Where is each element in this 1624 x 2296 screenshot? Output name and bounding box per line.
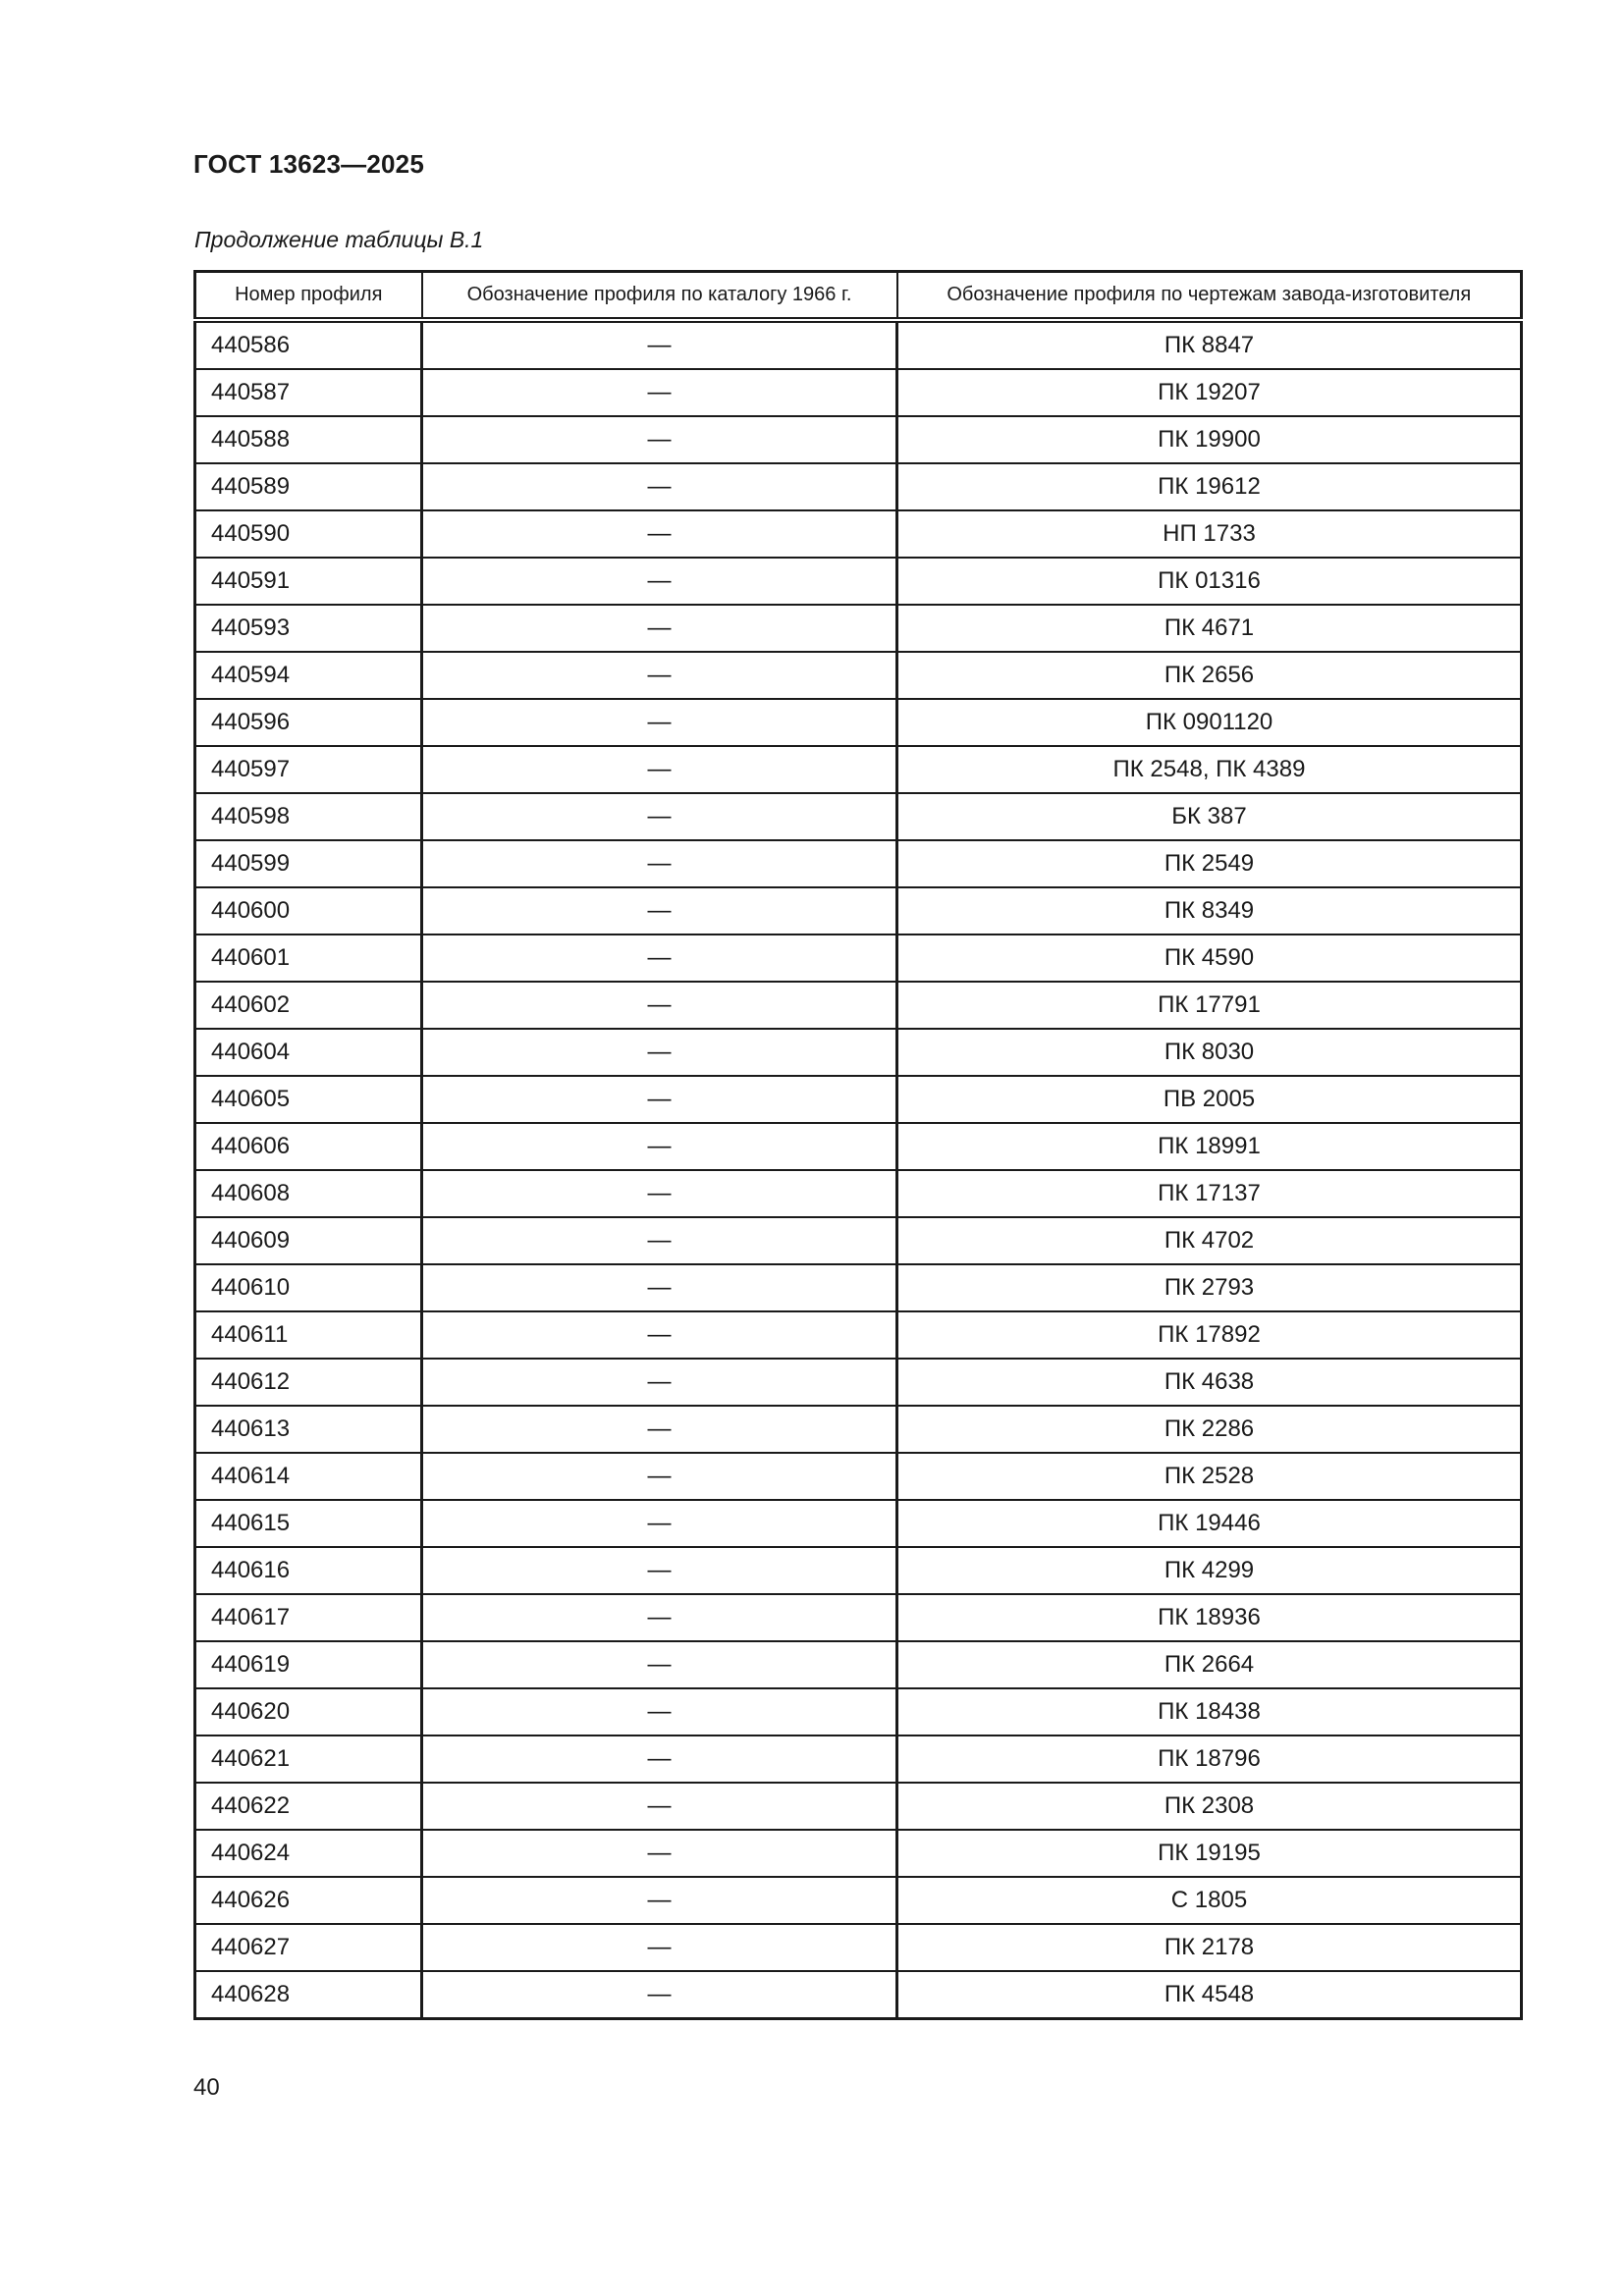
catalog-1966-cell: — bbox=[422, 605, 897, 652]
profile-number-cell: 440588 bbox=[195, 416, 422, 463]
factory-drawing-cell: ПК 2178 bbox=[897, 1924, 1522, 1971]
factory-drawing-cell: НП 1733 bbox=[897, 510, 1522, 558]
catalog-1966-cell: — bbox=[422, 416, 897, 463]
table-row bbox=[195, 510, 1522, 558]
profile-number-cell: 440615 bbox=[195, 1500, 422, 1547]
profile-number-cell: 440613 bbox=[195, 1406, 422, 1453]
factory-drawing-cell: ПК 8349 bbox=[897, 887, 1522, 934]
catalog-1966-cell: — bbox=[422, 1641, 897, 1688]
profile-number-cell: 440620 bbox=[195, 1688, 422, 1735]
table-row bbox=[195, 652, 1522, 699]
profile-number-cell: 440586 bbox=[195, 320, 422, 369]
factory-drawing-cell: БК 387 bbox=[897, 793, 1522, 840]
catalog-1966-cell: — bbox=[422, 1264, 897, 1311]
table-row bbox=[195, 1264, 1522, 1311]
factory-drawing-cell: ПК 2528 bbox=[897, 1453, 1522, 1500]
profile-number-cell: 440616 bbox=[195, 1547, 422, 1594]
catalog-1966-cell: — bbox=[422, 1547, 897, 1594]
catalog-1966-cell: — bbox=[422, 1359, 897, 1406]
profile-number-cell: 440619 bbox=[195, 1641, 422, 1688]
catalog-1966-cell: — bbox=[422, 510, 897, 558]
table-row bbox=[195, 1641, 1522, 1688]
table-row bbox=[195, 1217, 1522, 1264]
table-caption: Продолжение таблицы В.1 bbox=[194, 227, 484, 252]
column-header-catalog-1966: Обозначение профиля по каталогу 1966 г. bbox=[422, 272, 897, 321]
profile-number-cell: 440609 bbox=[195, 1217, 422, 1264]
factory-drawing-cell: ПК 19612 bbox=[897, 463, 1522, 510]
profile-number-cell: 440626 bbox=[195, 1877, 422, 1924]
table-row bbox=[195, 1735, 1522, 1783]
table-row bbox=[195, 463, 1522, 510]
table-row bbox=[195, 934, 1522, 982]
factory-drawing-cell: ПВ 2005 bbox=[897, 1076, 1522, 1123]
factory-drawing-cell: ПК 2656 bbox=[897, 652, 1522, 699]
table-row bbox=[195, 982, 1522, 1029]
factory-drawing-cell: ПК 01316 bbox=[897, 558, 1522, 605]
table-row bbox=[195, 1547, 1522, 1594]
catalog-1966-cell: — bbox=[422, 320, 897, 369]
table-row bbox=[195, 887, 1522, 934]
catalog-1966-cell: — bbox=[422, 934, 897, 982]
catalog-1966-cell: — bbox=[422, 1453, 897, 1500]
factory-drawing-cell: ПК 17791 bbox=[897, 982, 1522, 1029]
catalog-1966-cell: — bbox=[422, 793, 897, 840]
catalog-1966-cell: — bbox=[422, 1971, 897, 2019]
factory-drawing-cell: ПК 4702 bbox=[897, 1217, 1522, 1264]
factory-drawing-cell: ПК 17892 bbox=[897, 1311, 1522, 1359]
factory-drawing-cell: ПК 4299 bbox=[897, 1547, 1522, 1594]
table-row bbox=[195, 699, 1522, 746]
table-row bbox=[195, 1500, 1522, 1547]
catalog-1966-cell: — bbox=[422, 1594, 897, 1641]
factory-drawing-cell: ПК 19195 bbox=[897, 1830, 1522, 1877]
catalog-1966-cell: — bbox=[422, 463, 897, 510]
factory-drawing-cell: ПК 8847 bbox=[897, 320, 1522, 369]
table-row bbox=[195, 1924, 1522, 1971]
profile-number-cell: 440608 bbox=[195, 1170, 422, 1217]
table-row bbox=[195, 746, 1522, 793]
profile-number-cell: 440602 bbox=[195, 982, 422, 1029]
table-body bbox=[195, 320, 1522, 2019]
profile-number-cell: 440596 bbox=[195, 699, 422, 746]
factory-drawing-cell: ПК 4590 bbox=[897, 934, 1522, 982]
profile-number-cell: 440611 bbox=[195, 1311, 422, 1359]
table-row bbox=[195, 1359, 1522, 1406]
factory-drawing-cell: ПК 4638 bbox=[897, 1359, 1522, 1406]
profile-number-cell: 440600 bbox=[195, 887, 422, 934]
factory-drawing-cell: ПК 8030 bbox=[897, 1029, 1522, 1076]
profile-number-cell: 440604 bbox=[195, 1029, 422, 1076]
factory-drawing-cell: ПК 2549 bbox=[897, 840, 1522, 887]
profile-number-cell: 440598 bbox=[195, 793, 422, 840]
table-row bbox=[195, 1830, 1522, 1877]
table-header bbox=[195, 272, 1522, 321]
catalog-1966-cell: — bbox=[422, 1877, 897, 1924]
profile-number-cell: 440621 bbox=[195, 1735, 422, 1783]
profile-number-cell: 440606 bbox=[195, 1123, 422, 1170]
catalog-1966-cell: — bbox=[422, 558, 897, 605]
factory-drawing-cell: ПК 17137 bbox=[897, 1170, 1522, 1217]
catalog-1966-cell: — bbox=[422, 699, 897, 746]
profile-number-cell: 440610 bbox=[195, 1264, 422, 1311]
factory-drawing-cell: ПК 4548 bbox=[897, 1971, 1522, 2019]
catalog-1966-cell: — bbox=[422, 982, 897, 1029]
profile-number-cell: 440624 bbox=[195, 1830, 422, 1877]
table-row bbox=[195, 1406, 1522, 1453]
factory-drawing-cell: ПК 4671 bbox=[897, 605, 1522, 652]
catalog-1966-cell: — bbox=[422, 1076, 897, 1123]
factory-drawing-cell: ПК 19446 bbox=[897, 1500, 1522, 1547]
factory-drawing-cell: ПК 2286 bbox=[897, 1406, 1522, 1453]
catalog-1966-cell: — bbox=[422, 1029, 897, 1076]
table-row bbox=[195, 840, 1522, 887]
column-header-profile-number: Номер профиля bbox=[195, 272, 422, 321]
catalog-1966-cell: — bbox=[422, 652, 897, 699]
table-row bbox=[195, 1076, 1522, 1123]
catalog-1966-cell: — bbox=[422, 746, 897, 793]
page-number: 40 bbox=[193, 2074, 220, 2101]
catalog-1966-cell: — bbox=[422, 1830, 897, 1877]
profile-table bbox=[193, 270, 1523, 2020]
document-code: ГОСТ 13623—2025 bbox=[193, 149, 424, 179]
profile-number-cell: 440597 bbox=[195, 746, 422, 793]
table-row bbox=[195, 1170, 1522, 1217]
profile-number-cell: 440614 bbox=[195, 1453, 422, 1500]
profile-number-cell: 440622 bbox=[195, 1783, 422, 1830]
catalog-1966-cell: — bbox=[422, 369, 897, 416]
factory-drawing-cell: ПК 18991 bbox=[897, 1123, 1522, 1170]
table-row bbox=[195, 1029, 1522, 1076]
table-row bbox=[195, 320, 1522, 369]
profile-number-cell: 440628 bbox=[195, 1971, 422, 2019]
factory-drawing-cell: ПК 0901120 bbox=[897, 699, 1522, 746]
catalog-1966-cell: — bbox=[422, 840, 897, 887]
catalog-1966-cell: — bbox=[422, 887, 897, 934]
table-row bbox=[195, 1311, 1522, 1359]
profile-number-cell: 440601 bbox=[195, 934, 422, 982]
profile-number-cell: 440589 bbox=[195, 463, 422, 510]
catalog-1966-cell: — bbox=[422, 1311, 897, 1359]
catalog-1966-cell: — bbox=[422, 1217, 897, 1264]
table-row bbox=[195, 605, 1522, 652]
column-header-factory-drawing: Обозначение профиля по чертежам завода-изготовителя bbox=[897, 272, 1522, 321]
factory-drawing-cell: ПК 19207 bbox=[897, 369, 1522, 416]
table-header-row bbox=[195, 272, 1522, 321]
catalog-1966-cell: — bbox=[422, 1170, 897, 1217]
factory-drawing-cell: ПК 18796 bbox=[897, 1735, 1522, 1783]
catalog-1966-cell: — bbox=[422, 1406, 897, 1453]
profile-number-cell: 440617 bbox=[195, 1594, 422, 1641]
profile-number-cell: 440594 bbox=[195, 652, 422, 699]
factory-drawing-cell: ПК 19900 bbox=[897, 416, 1522, 463]
factory-drawing-cell: ПК 2664 bbox=[897, 1641, 1522, 1688]
table-row bbox=[195, 793, 1522, 840]
profile-number-cell: 440593 bbox=[195, 605, 422, 652]
profile-number-cell: 440587 bbox=[195, 369, 422, 416]
table-row bbox=[195, 1123, 1522, 1170]
table-row bbox=[195, 1688, 1522, 1735]
factory-drawing-cell: ПК 2793 bbox=[897, 1264, 1522, 1311]
table-row bbox=[195, 1877, 1522, 1924]
catalog-1966-cell: — bbox=[422, 1783, 897, 1830]
table-row bbox=[195, 1453, 1522, 1500]
profile-number-cell: 440605 bbox=[195, 1076, 422, 1123]
catalog-1966-cell: — bbox=[422, 1123, 897, 1170]
factory-drawing-cell: ПК 2308 bbox=[897, 1783, 1522, 1830]
table-row bbox=[195, 416, 1522, 463]
table-row bbox=[195, 558, 1522, 605]
profile-number-cell: 440612 bbox=[195, 1359, 422, 1406]
profile-number-cell: 440599 bbox=[195, 840, 422, 887]
factory-drawing-cell: ПК 18438 bbox=[897, 1688, 1522, 1735]
catalog-1966-cell: — bbox=[422, 1500, 897, 1547]
table-row bbox=[195, 369, 1522, 416]
factory-drawing-cell: ПК 2548, ПК 4389 bbox=[897, 746, 1522, 793]
profile-number-cell: 440627 bbox=[195, 1924, 422, 1971]
catalog-1966-cell: — bbox=[422, 1735, 897, 1783]
table-row bbox=[195, 1783, 1522, 1830]
factory-drawing-cell: С 1805 bbox=[897, 1877, 1522, 1924]
profile-number-cell: 440590 bbox=[195, 510, 422, 558]
table-row bbox=[195, 1594, 1522, 1641]
factory-drawing-cell: ПК 18936 bbox=[897, 1594, 1522, 1641]
table-row bbox=[195, 1971, 1522, 2019]
catalog-1966-cell: — bbox=[422, 1688, 897, 1735]
catalog-1966-cell: — bbox=[422, 1924, 897, 1971]
profile-number-cell: 440591 bbox=[195, 558, 422, 605]
